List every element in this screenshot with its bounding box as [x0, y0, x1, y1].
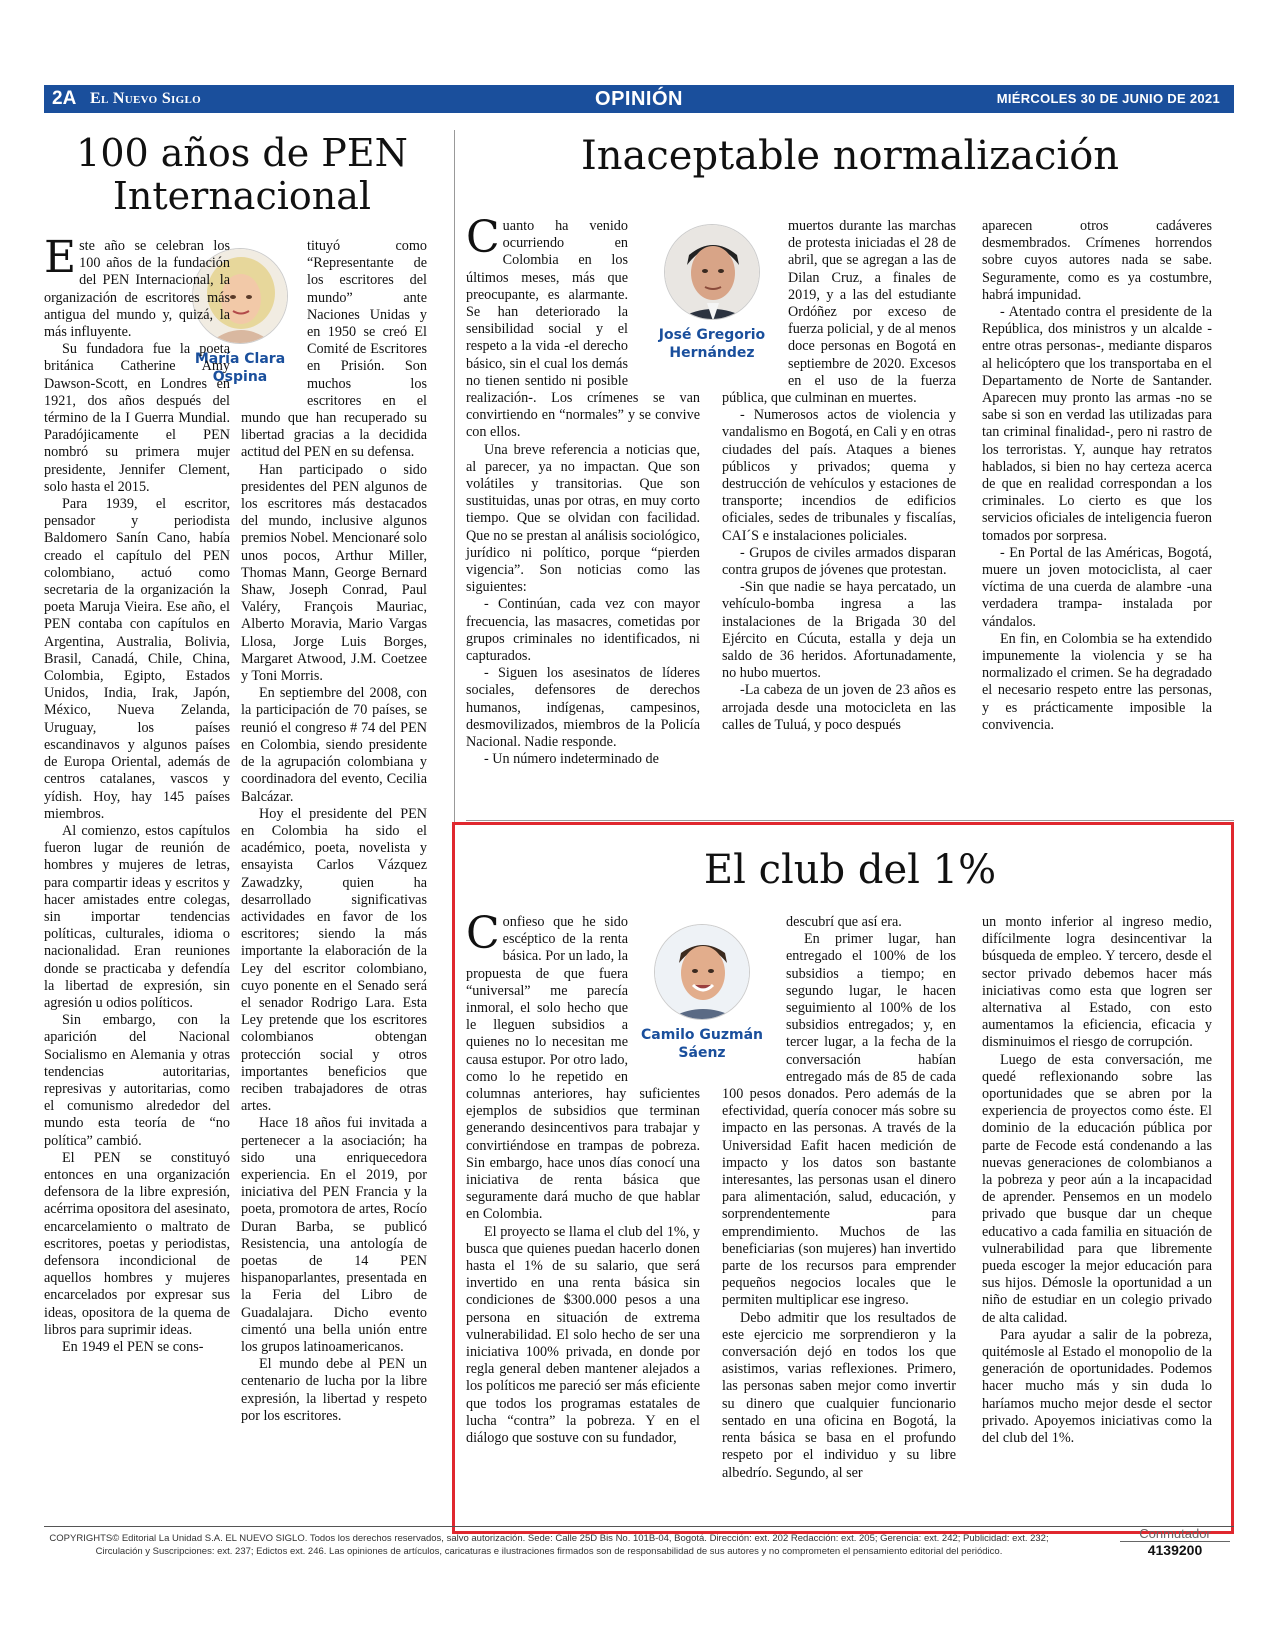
portrait-wrap-space — [241, 238, 307, 398]
drop-cap: C — [466, 908, 500, 959]
switchboard-number: 4139200 — [1120, 1541, 1230, 1558]
paragraph: El mundo debe al PEN un centenario de lucha por la libre expresión, la libertad y respeto por los escritores. — [241, 1356, 427, 1424]
masthead-bar — [44, 85, 1234, 113]
drop-cap: C — [466, 212, 500, 263]
paragraph: Para ayudar a salir de la pobreza, quitémosle al Estado el monopolio de la generación de oportunidades. Podemos hacer mucho más y sin duda lo haríamos mucho mejor desde el sector privado. Apoyemos iniciativas como la del club del 1%. — [982, 1326, 1212, 1447]
paragraph: Luego de esta conversación, me quedé reflexionando sobre las oportunidades que se abren por la experiencia de proyectos como éste. El dominio de la educación pública por parte de Fecode está condenando a las nuevas generaciones de colombianos a la pobreza y peor aún a la incapacidad de aprender. Pensemos en un modelo privado que busque dar un cheque educativo a cada familia en situación de vulnerabilidad para que libremente pueda escoger la mejor educación para sus hijos. Démosle la oportunidad a un niño de estudiar en un colegio privado de alta calidad. — [982, 1051, 1212, 1326]
paragraph: En 1949 el PEN se cons- — [62, 1339, 204, 1355]
paragraph: Hoy el presidente del PEN en Colombia ha sido el académico, poeta, novelista y ensayista Carlos Vázquez Zawadzky, quien ha desarrollado significativas actividades en favor de los escritores; siendo la más importante la elaboración de la Ley del escritor colombiano, cuyo ponente en el Senado será el senador Rodrigo Lara. Esta Ley pretende que los escritores colombianos obtengan protección social y otros importantes beneficios que reciben trabajadores de otras artes. — [241, 805, 427, 1115]
switchboard-block — [1120, 1526, 1230, 1558]
newspaper-name[interactable]: El Nuevo Siglo — [90, 90, 201, 107]
section-title: OPINIÓN — [595, 88, 683, 110]
article-divider-horizontal — [466, 820, 1234, 821]
paragraph: - Atentado contra el presidente de la República, dos ministros y un alcalde -entre otras personas-, mediante disparos al helicóptero que los transportaba en el Departamento de Norte de Santander. Aparecen muy pronto las armas -no se sabe si son en verdad las utilizadas para tan criminal finalidad-, pero ni rastro de los terroristas. Y, aunque hay retratos hablados, si bien no hay certeza acerca de que en realidad correspondan a los criminales. Lo cierto es que los servicios oficiales de inteligencia fueron tomados por sorpresa. — [982, 304, 1212, 544]
paragraph: En fin, en Colombia se ha extendido impunemente la violencia y se ha normalizado el crimen. Se ha degradado el necesario respeto entre las personas, y es prácticamente imposible la convivencia. — [982, 630, 1212, 733]
paragraph: En septiembre del 2008, con la participación de 70 países, se reunió el congreso # 74 del PEN en Colombia, siendo presidente de la agrupación colombiana y coordinadora del evento, Cecilia Balcázar. — [241, 685, 427, 805]
paragraph: En primer lugar, han entregado el 100% de los subsidios a tiempo; en segundo lugar, le hacen seguimiento al 100% de los subsidios entregados; y, en tercer lugar, a la fecha de la conversación habían entregado más de 85 de cada 100 pesos donados. Pero además de la efectividad, quería conocer más sobre su impacto en las personas. A través de la Universidad Eafit hacen medición de impacto y los datos son bastante interesantes, las personas usan el dinero para alimentación, salud, educación, y sorprendentemente para emprendimiento. Muchos de las beneficiarias (son mujeres) han invertido parte de los recursos para emprender pequeños negocios locales que le permiten multiplicar ese ingreso. — [722, 931, 956, 1309]
article3-column-1 — [466, 908, 701, 1447]
issue-date: MIÉRCOLES 30 DE JUNIO DE 2021 — [996, 91, 1220, 106]
paragraph: aparecen otros cadáveres desmembrados. Crímenes horrendos sobre cuyos autores nada se sabe. Seguramente, como es ya costumbre, habrá impunidad. — [982, 218, 1212, 303]
paragraph: - Grupos de civiles armados disparan contra grupos de jóvenes que protestan. — [722, 544, 956, 579]
paragraph: Al comienzo, estos capítulos fueron lugar de reunión de hombres y mujeres de letras, para compartir ideas y escritos y hacer amistades entre colegas, sin importar tendencias políticas, culturales, idioma o nacionalidad. Eran reuniones donde se practicaba y defendía la libertad de expresión, sin agresión u odios políticos. — [44, 822, 230, 1011]
paragraph-text: uanto ha venido ocurriendo en Colombia en los últimos meses, más que preocupante, es alarmante. Se han deteriorado la sensibilidad social y el respeto a la vida -el derecho básico, sin el cual los demás no tienen sentido ni posible realización-. Los crímenes se van convirtiendo en “normales” y se convive con ellos. — [466, 218, 700, 441]
portrait-wrap-space — [628, 914, 700, 1082]
paragraph: muertos durante las marchas de protesta iniciadas el 28 de abril, que se agregan a las de Dilan Cruz, a finales de 2019, y a las del estudiante Ordóñez por exceso de fuerza policial, y de al menos doce personas en Bogotá en septiembre de 2020. Excesos en el uso de la fuerza pública, que culminan en muertes. — [722, 218, 956, 407]
article1-column-2 — [241, 238, 427, 1425]
paragraph — [44, 232, 230, 341]
portrait-wrap-space — [722, 218, 788, 388]
article3-headline: El club del 1% — [703, 847, 997, 893]
paragraph: Para 1939, el escritor, pensador y periodista Baldomero Sanín Cano, había creado el capítulo del PEN colombiano, actuó como secretaria de la organización la poeta Maruja Vieira. Ese año, el PEN contaba con capítulos en Argentina, Australia, Bolivia, Brasil, Canadá, Chile, China, Colombia, Egipto, Estados Unidos, India, Irak, Japón, México, Nueva Zelanda, Uruguay, los países escandinavos y algunos países de Europa Oriental, además de centros catalanes, vascos y yídish. Hoy, hay 145 países miembros. — [44, 496, 230, 822]
article2-column-1 — [466, 212, 700, 769]
article1-column-1 — [44, 232, 230, 1356]
switchboard-label: Conmutador — [1139, 1526, 1211, 1541]
paragraph: Una breve referencia a noticias que, al parecer, ya no impactan. Que son volátiles y transitorias. Que son sustituidas, unas por otras, en muy corto tiempo. Que se olvidan con facilidad. Que no se prestan al análisis sociológico, jurídico ni político, porque “pierden vigencia”. Son noticias como las siguientes: — [466, 441, 700, 596]
author-name: Camilo Guzmán Sáenz — [640, 1027, 763, 1061]
paragraph: -Sin que nadie se haya percatado, un vehículo-bomba ingresa a las instalaciones de la Brigada 30 del Ejército en Cúcuta, estalla y deja un saldo de 36 heridos. Afortunadamente, no hubo muertos. — [722, 579, 956, 682]
article3-column-2 — [722, 914, 956, 1482]
portrait-wrap-space — [722, 914, 786, 1080]
paragraph: Su fundadora fue la poeta británica Catherine Amy Dawson-Scott, en Londres en 1921, dos años después del término de la I Guerra Mundial. Paradójicamente el PEN nombró su primera mujer presidente, Jennifer Clement, solo hasta el 2015. — [44, 341, 230, 495]
paragraph: - Siguen los asesinatos de líderes sociales, defensores de derechos humanos, indígenas, campesinos, desmovilizados, miembros de la Policía Nacional. Nadie responde. — [466, 665, 700, 751]
paragraph-text: ste año se celebran los 100 años de la fundación del PEN Internacional, la organización de escritores más antigua del mundo y, quizá, la más influyente. — [44, 238, 230, 341]
paragraph: Sin embargo, con la aparición del Nacional Socialismo en Alemania y otras tendencias autoritarias, represivas y autoritarias, como el comunismo alrededor del mundo esta teoría de “no política” cambió. — [44, 1012, 230, 1149]
paragraph: -La cabeza de un joven de 23 años es arrojada desde una motocicleta en las calles de Tuluá, y poco después — [722, 682, 956, 733]
paragraph: un monto inferior al ingreso medio, difícilmente logra desincentivar la búsqueda de empleo. Y tercero, desde el sector privado debemos hacer más iniciativas como esta que logren ser alternativa al Estado, con esto aumentamos la eficiencia, eficacia y disminuimos el riesgo de corrupción. — [982, 914, 1212, 1051]
column-divider-vertical — [454, 130, 455, 1525]
article1-headline: 100 años de PEN Internacional — [76, 131, 408, 218]
paragraph: - Un número indeterminado de — [484, 751, 659, 768]
page-number: 2A — [52, 88, 77, 109]
drop-cap: E — [44, 232, 77, 283]
portrait-wrap-space — [628, 218, 700, 388]
paragraph: - Continúan, cada vez con mayor frecuencia, las masacres, cometidas por grupos criminales no identificados, ni capturados. — [466, 596, 700, 665]
author-name: María Clara Ospina — [194, 351, 286, 385]
article2-headline: Inaceptable normalización — [580, 133, 1120, 179]
paragraph: Hace 18 años fui invitada a pertenecer a la asociación; ha sido una enriquecedora experiencia. En el 2019, por iniciativa del PEN Francia y la poeta, promotora de artes, Rocío Duran Barba, se publicó Resistencia, una antología de poetas de 14 PEN hispanoparlantes, presentada en la Feria del Libro de Guadalajara. Dicho evento cimentó una bella unión entre los grupos latinoamericanos. — [241, 1115, 427, 1355]
paragraph: tituyó como “Representante de los escritores del mundo” ante Naciones Unidas y en 1950 se creó El Comité de Escritores en Prisión. Son muchos los escritores en el mundo que han recuperado su libertad gracias a la decidida actitud del PEN en su defensa. — [241, 238, 427, 461]
paragraph: El PEN se constituyó entonces en una organización defensora de la libre expresión, acérrima opositora del asesinato, encarcelamiento o maltrato de escritores, poetas y periodistas, defensora incondicional de aquellos hombres y mujeres encarcelados por expresar sus ideas, opositora de la quema de libros para suprimir ideas. — [44, 1149, 230, 1338]
footer-copyright: COPYRIGHTS© Editorial La Unidad S.A. EL NUEVO SIGLO. Todos los derechos reservados, salvo autorización. Sede: Calle 25D Bis No. 101B-04, Bogotá. Dirección: ext. 202 Redacción: ext. 205; Gerencia: ext. 242; Publicidad: ext. 232; Circulación y Suscripciones: ext. 237; Edictos ext. 246. Las opiniones de artículos, caricaturas e ilustraciones firmados son de responsabilidad de sus autores y no comprometen el pensamiento editorial del periódico. — [49, 1533, 1049, 1557]
article2-column-3 — [982, 218, 1212, 734]
footer-rule — [44, 1526, 1234, 1527]
paragraph: Han participado o sido presidentes del PEN algunos de los escritores más destacados del mundo, inclusive algunos premios Nobel. Mencionaré solo unos pocos, Arthur Miller, Thomas Mann, George Bernard Shaw, Joseph Conrad, Paul Valéry, François Mauriac, Alberto Moravia, Mario Vargas Llosa, Jorge Luis Borges, Margaret Atwood, J.M. Coetzee y Toni Morris. — [241, 461, 427, 685]
paragraph: descubrí que así era. — [786, 914, 902, 930]
paragraph-text: onfieso que he sido escéptico de la renta básica. Por un lado, la propuesta de que fuera “universal” me parecía inmoral, el solo hecho que le lleguen subsidios a quienes no lo necesitan me causa estupor. Por otro lado, como lo he repetido en columnas anteriores, hay suficientes ejemplos de subsidios que terminan generando desincentivos para trabajar y convirtiéndose en trampas de pobreza. Sin embargo, hace unos días conocí una iniciativa de renta básica que seguramente dará mucho de que hablar en Colombia. — [466, 914, 700, 1223]
paragraph: Debo admitir que los resultados de este ejercicio me sorprendieron y la conversación dejó en todos los que asistimos, varias reflexiones. Primero, las personas saben mejor como invertir su dinero que cualquier funcionario sentado en una oficina en Bogotá, la renta básica se basa en el profundo respeto por el individuo y su libre albedrío. Segundo, al ser — [722, 1309, 956, 1481]
article2-column-2 — [722, 218, 956, 734]
paragraph: - Numerosos actos de violencia y vandalismo en Bogotá, en Cali y en otras ciudades del país. Ataques a bienes públicos y privados; quema y destrucción de vehículos y estaciones de transporte; incendios de edificios oficiales, sedes de tribunales y fiscalías, CAI´S e instalaciones policiales. — [722, 407, 956, 544]
article3-column-3 — [982, 914, 1212, 1447]
paragraph: - En Portal de las Américas, Bogotá, muere un joven motociclista, al caer víctima de una cuerda de alambre -una verdadera trampa- instalada por vándalos. — [982, 544, 1212, 630]
paragraph: El proyecto se llama el club del 1%, y busca que quienes puedan hacerlo donen hasta el 1% de su salario, que será invertido en una renta básica sin condiciones de $300.000 pesos a una persona en situación de extrema vulnerabilidad. El solo hecho de ser una iniciativa 100% privada, en donde por regla general deben mantener alejados a los políticos me pareció ser más eficiente que todos los programas estatales de lucha “contra” la pobreza. Y en el diálogo que sostuve con su fundador, — [466, 1223, 701, 1447]
author-name: José Gregorio Hernández — [658, 327, 766, 361]
